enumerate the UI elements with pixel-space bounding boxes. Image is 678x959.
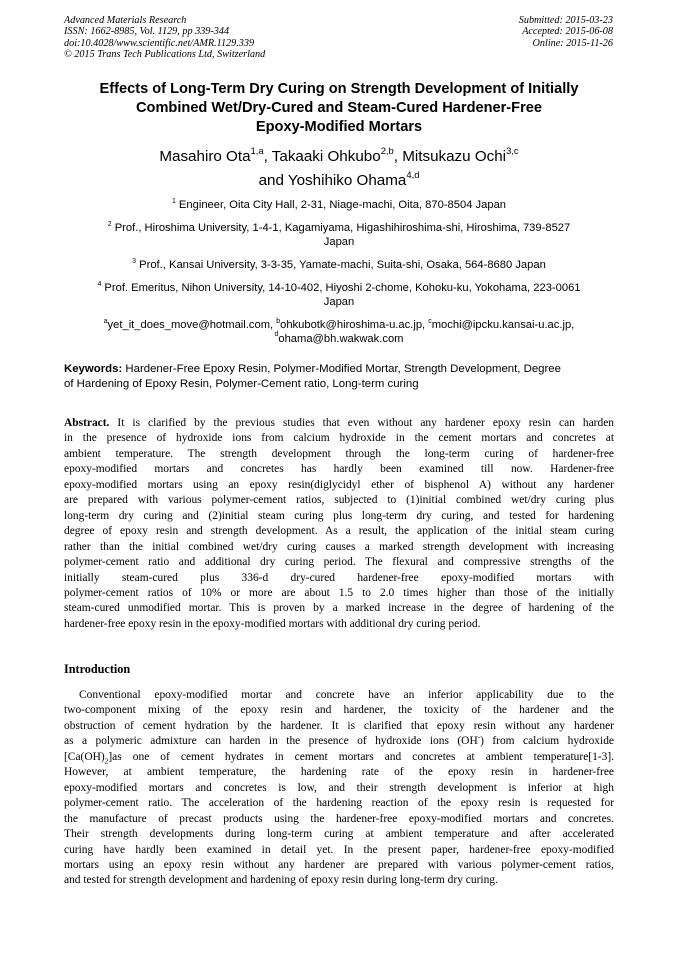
author-conjunction: and [258, 172, 284, 189]
intro-line: Conventional epoxy-modified mortar and concrete have an inferior applicability due to the [79, 689, 614, 701]
author-affil-mark: 1,a [250, 145, 264, 156]
affiliation-number: 4 [97, 280, 102, 288]
author-affil-mark: 3,c [506, 145, 519, 156]
title-line: Combined Wet/Dry-Cured and Steam-Cured Hardener-Free [136, 100, 542, 116]
intro-line: polymer-cement ratio. The acceleration of the hardening reaction of the epoxy resin is requested for [64, 797, 614, 810]
email-link[interactable]: ohama@bh.wakwak.com [278, 332, 404, 345]
journal-doi: doi:10.4028/www.scientific.net/AMR.1129.339 [64, 37, 255, 49]
abstract-line: ambient temperature. The strength development through the long-term curing of hardener-free [64, 447, 614, 460]
affiliation-text: Engineer, Oita City Hall, 2-31, Niage-machi, Oita, 870-8504 Japan [178, 199, 507, 211]
intro-line: However, at ambient temperature, the hardening rate of the epoxy resin in hardener-free [64, 766, 614, 779]
abstract-line [64, 416, 614, 431]
affiliation-text: Prof., Hiroshima University, 1-4-1, Kagamiyama, Higashihiroshima-shi, Hiroshima, 739-8527 [114, 222, 571, 234]
author-name: Yoshihiko Ohama [287, 172, 407, 189]
submission-dates [519, 15, 613, 49]
affiliation-number: 1 [171, 197, 176, 205]
author-name: Mitsukazu Ochi [402, 148, 507, 165]
affiliation-text: Japan [323, 235, 355, 248]
journal-info [64, 15, 265, 61]
intro-text: as a polymeric admixture can harden in the presence of hydroxide ions (OH [64, 735, 478, 748]
keywords-section [64, 362, 614, 392]
abstract-line: polymer-cement ratio and additional dry curing period. The flexural and compressive strengths of the [64, 556, 614, 569]
abstract-section [64, 416, 614, 632]
intro-text: ) from calcium hydroxide [480, 735, 614, 748]
abstract-line: are prepared with various polymer-cement ratios, subjected to (1)initial combined wet/dry curing plus [64, 494, 614, 507]
email-mark: d [274, 331, 279, 339]
affiliation-text: Prof., Kansai University, 3-3-35, Yamate-machi, Suita-shi, Osaka, 564-8680 Japan [139, 259, 546, 271]
paper-title [60, 80, 618, 137]
affiliation-1 [64, 199, 614, 213]
intro-line: curing have hardly been examined in detail yet. In the present paper, hardener-free epoxy-modified [64, 843, 614, 856]
abstract-label: Abstract. [64, 417, 110, 429]
affiliation-3 [64, 259, 614, 273]
introduction-section [64, 688, 614, 889]
online-date: Online: 2015-11-26 [532, 37, 613, 49]
journal-name: Advanced Materials Research [64, 15, 187, 26]
intro-line [64, 734, 614, 749]
author-affil-mark: 4,d [406, 169, 420, 180]
intro-text: [Ca(OH) [64, 750, 105, 763]
abstract-line: epoxy-modified mortars using an epoxy resin(diglycidyl ether of bisphenol A) without any hardener [64, 478, 614, 491]
email-mark: c [428, 317, 432, 325]
abstract-line: hardener-free epoxy resin in the epoxy-modified mortars with additional dry curing period. [64, 617, 481, 630]
title-line: Effects of Long-Term Dry Curing on Strength Development of Initially [99, 81, 579, 97]
affiliation-number: 3 [132, 257, 137, 265]
intro-line: obstruction of cement hydration by the hardener. It is clarified that epoxy resin without any hardener [64, 719, 614, 732]
email-mark: b [276, 317, 281, 325]
email-link[interactable]: yet_it_does_move@hotmail.com, [107, 319, 274, 331]
intro-line: the manufacture of precast products using the hardener-free epoxy-modified mortars and concretes. [64, 812, 614, 825]
intro-line [64, 750, 614, 765]
affiliation-number: 2 [107, 220, 112, 228]
email-link[interactable]: ohkubotk@hiroshima-u.ac.jp, [280, 319, 426, 331]
abstract-line: steam-cured unmodified mortar. This is proven by a marked increase in the degree of hardening of the [64, 602, 614, 615]
affiliation-2 [64, 222, 614, 250]
abstract-text: It is clarified by the previous studies that even without any hardener epoxy resin can harden [117, 417, 615, 429]
keywords-text: of Hardening of Epoxy Resin, Polymer-Cement ratio, Long-term curing [64, 378, 419, 390]
intro-line: mortars using an epoxy resin without any hardener are prepared with various polymer-cement ratios, [64, 858, 614, 871]
intro-line: two-component mixing of the epoxy resin and hardener, the toxicity of the hardener and the [64, 704, 614, 717]
title-line: Epoxy-Modified Mortars [255, 119, 423, 135]
journal-issn: ISSN: 1662-8985, Vol. 1129, pp 339-344 [64, 26, 230, 38]
intro-line: and tested for strength development and hardening of epoxy resin during long-term dry curing. [64, 874, 498, 887]
author-name: Takaaki Ohkubo [271, 148, 381, 165]
intro-superscript: - [477, 732, 481, 741]
intro-text: ]as one of cement hydrates in cement mortars and concretes at ambient temperature[1-3]. [108, 750, 614, 763]
accepted-date: Accepted: 2015-06-08 [522, 26, 613, 38]
email-mark: a [103, 317, 108, 325]
intro-line: epoxy-modified mortars and concretes is low, and their strength development is inferior at high [64, 781, 614, 794]
journal-copyright: © 2015 Trans Tech Publications Ltd, Switzerland [64, 49, 266, 61]
affiliation-text: Prof. Emeritus, Nihon University, 14-10-402, Hiyoshi 2-chome, Kohoku-ku, Yokohama, 223-0061 [104, 282, 581, 294]
abstract-line: long-term dry curing and (2)initial steam curing plus long-term dry curing, and tested for hardening [64, 509, 614, 522]
author-affil-mark: 2,b [380, 145, 394, 156]
abstract-line: initially steam-cured plus 336-d dry-cured hardener-free epoxy-modified mortars with [64, 571, 614, 584]
keywords-label: Keywords: [64, 363, 123, 375]
intro-line: Their strength developments during long-term curing at ambient temperature and after accelerated [64, 828, 614, 841]
email-link[interactable]: mochi@ipcku.kansai-u.ac.jp, [431, 319, 575, 331]
abstract-line: in the presence of hydroxide ions from calcium hydroxide in the cement mortars and concretes at [64, 432, 614, 445]
abstract-line: degree of epoxy resin and strength development. As a result, the application of the initial steam curing [64, 525, 614, 538]
author-list [60, 145, 618, 193]
submitted-date: Submitted: 2015-03-23 [518, 15, 613, 26]
keywords-text: Hardener-Free Epoxy Resin, Polymer-Modified Mortar, Strength Development, Degree [125, 363, 561, 375]
intro-subscript: 2 [104, 756, 109, 766]
author-line: Masahiro Ota$^{1,a}$, Takaaki Ohkubo$^{2,b}$, Mitsukazu Ochi$^{3,c}$ [159, 145, 519, 165]
affiliation-4 [64, 282, 614, 310]
abstract-line: epoxy-modified mortars and concretes has hardly been examined till now. Hardener-free [64, 463, 614, 476]
author-name: Masahiro Ota [159, 148, 251, 165]
affiliation-text: Japan [323, 295, 355, 308]
email-addresses [64, 319, 614, 347]
abstract-line: rather than the initial combined wet/dry curing causes a marked strength development with increasing [64, 540, 614, 553]
abstract-line: polymer-cement ratios of 10% or more are about 1.5 to 2.0 times higher than those of the initially [64, 586, 614, 599]
section-heading-introduction: Introduction [64, 662, 131, 676]
author-line [60, 169, 618, 193]
